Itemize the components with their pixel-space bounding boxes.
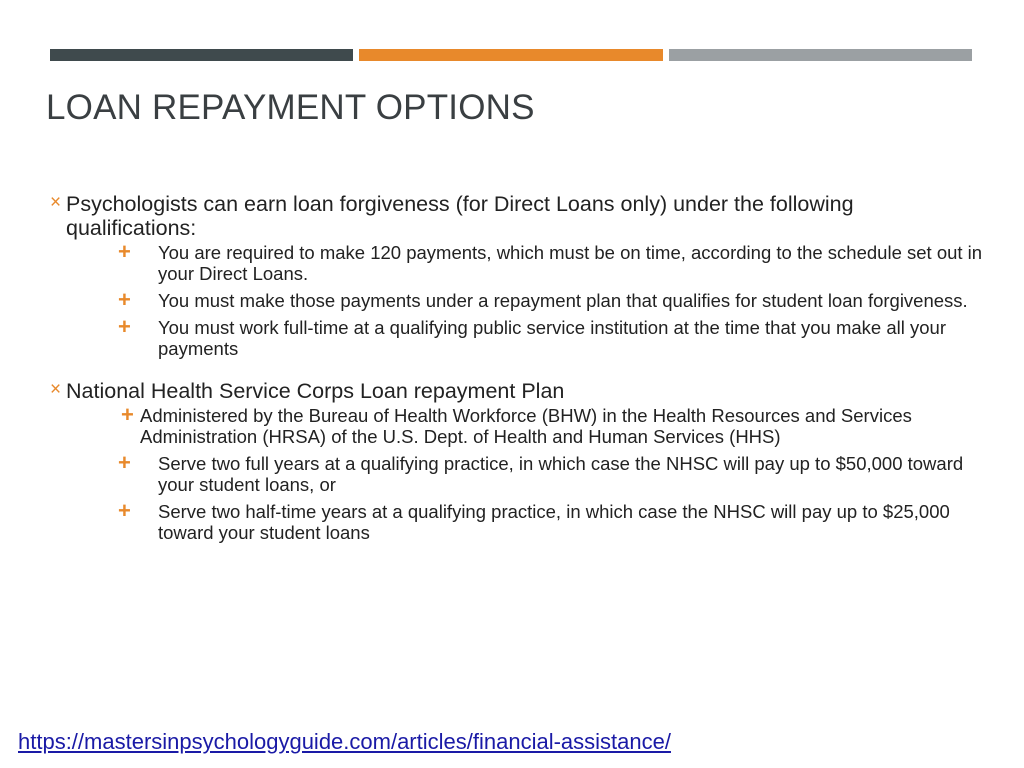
list-item: [66, 314, 983, 359]
list-item-text: You must make those payments under a repayment plan that qualifies for student loan forgiveness.: [158, 290, 968, 311]
list-item-text: You must work full-time at a qualifying public service institution at the time that you make all your payments: [158, 317, 946, 359]
plus-bullet-icon: +: [118, 498, 131, 523]
sub-bullet-list: [66, 402, 983, 543]
plus-bullet-icon: +: [118, 287, 131, 312]
list-item-text: Administered by the Bureau of Health Workforce (BHW) in the Health Resources and Services Administration (HRSA) of the U.S. Dept. of Health and Human Services (HHS): [140, 405, 912, 447]
list-item-text: You are required to make 120 payments, which must be on time, according to the schedule set out in your Direct Loans.: [158, 242, 983, 284]
list-item: [66, 498, 983, 543]
list-item: [66, 287, 983, 312]
list-item: [66, 450, 983, 495]
section-nhsc-plan: [48, 379, 983, 543]
list-item-text: Serve two half-time years at a qualifying practice, in which case the NHSC will pay up to $25,000 toward your student loans: [158, 501, 950, 543]
section-heading: National Health Service Corps Loan repayment Plan: [66, 379, 565, 403]
sub-bullet-list: [66, 239, 983, 359]
list-item: [66, 402, 983, 447]
section-heading: Psychologists can earn loan forgiveness (for Direct Loans only) under the following qualifications:: [66, 192, 854, 240]
list-item: [66, 239, 983, 284]
section-psychologist-forgiveness: [48, 192, 983, 359]
x-bullet-icon: ×: [50, 192, 62, 213]
plus-bullet-icon: +: [118, 239, 131, 264]
plus-bullet-icon: +: [118, 450, 131, 475]
source-url-link[interactable]: https://mastersinpsychologyguide.com/articles/financial-assistance/: [18, 729, 671, 754]
slide-body: [48, 192, 983, 543]
list-item-text: Serve two full years at a qualifying practice, in which case the NHSC will pay up to $50,000 toward your student loans, or: [158, 453, 964, 495]
plus-bullet-icon: +: [118, 314, 131, 339]
plus-bullet-icon: +: [121, 402, 134, 427]
accent-bar-orange: [359, 49, 662, 61]
accent-bar-dark: [50, 49, 353, 61]
header-accent-bars: [50, 49, 972, 61]
slide-title: LOAN REPAYMENT OPTIONS: [46, 88, 535, 127]
accent-bar-gray: [669, 49, 972, 61]
x-bullet-icon: ×: [50, 379, 62, 400]
